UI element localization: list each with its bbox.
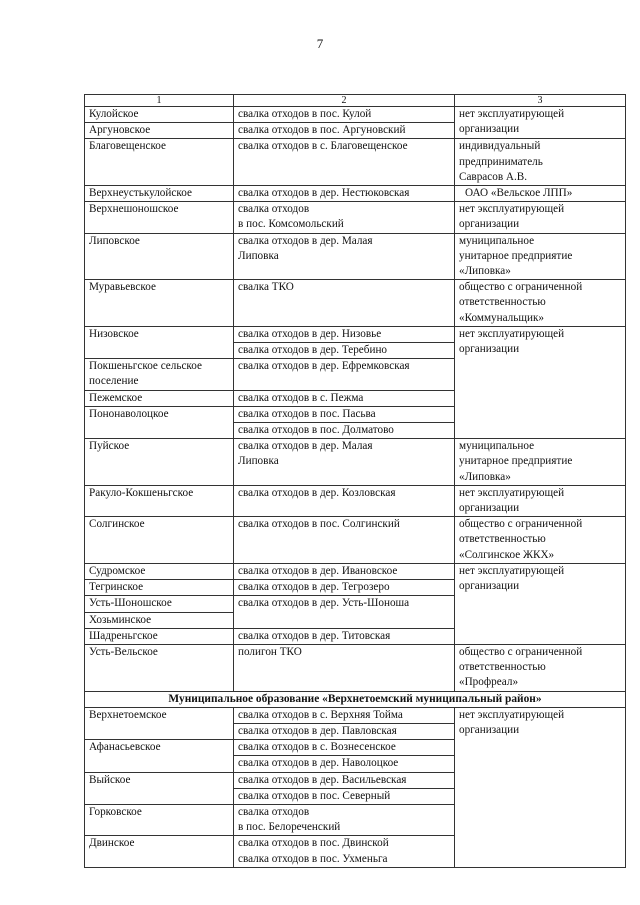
column-header: 2 xyxy=(234,95,455,107)
operator-cell xyxy=(455,439,626,486)
operator-line: «Липовка» xyxy=(459,470,511,483)
settlement-cell: Выйское xyxy=(85,772,234,804)
page-number: 7 xyxy=(316,36,324,51)
settlement-cell: Ракуло-Кокшеньгское xyxy=(85,485,234,516)
operator-cell xyxy=(455,563,626,644)
operator-cell xyxy=(455,139,626,186)
facility-cell: свалка отходов в дер. Титовская xyxy=(234,628,455,644)
operator-line: унитарное предприятие xyxy=(459,455,573,468)
facility-line: свалка отходов в с. Вознесенское xyxy=(238,741,396,754)
table-row xyxy=(85,644,626,691)
facility-line: свалка отходов в дер. Теребино xyxy=(234,342,454,358)
facility-cell xyxy=(234,406,455,438)
facility-line: Липовка xyxy=(238,249,279,262)
facility-cell: свалка отходов в пос. Солгинский xyxy=(234,517,455,564)
facility-cell: свалка отходов в дер. Нестюковская xyxy=(234,186,455,202)
operator-line: ответственностью xyxy=(459,533,546,546)
facility-line: свалка отходов в дер. Васильевская xyxy=(238,773,407,786)
section-heading: Муниципальное образование «Верхнетоемский муниципальный район» xyxy=(85,691,626,707)
operator-line: организации xyxy=(459,123,520,136)
facility-line: свалка отходов xyxy=(238,203,310,216)
facility-cell xyxy=(234,740,455,772)
column-header: 1 xyxy=(85,95,234,107)
operator-cell xyxy=(455,280,626,327)
operator-line: нет эксплуатирующей xyxy=(459,486,565,499)
facility-line: Липовка xyxy=(238,455,279,468)
facility-cell xyxy=(234,804,455,835)
operator-line: организации xyxy=(459,723,520,736)
operator-line: нет эксплуатирующей xyxy=(459,108,565,120)
operator-line: организации xyxy=(459,502,520,515)
settlement-cell: Верхнетоемское xyxy=(85,707,234,739)
operator-line: нет эксплуатирующей xyxy=(459,203,565,216)
operator-cell xyxy=(455,202,626,233)
operator-line: организации xyxy=(459,343,520,356)
table-row xyxy=(85,485,626,516)
table-row xyxy=(85,139,626,186)
facility-cell xyxy=(234,836,455,867)
operator-line: унитарное предприятие xyxy=(459,249,573,262)
settlement-cell xyxy=(85,359,234,390)
table-row xyxy=(85,186,626,202)
facility-cell: свалка отходов в пос. Кулой xyxy=(234,107,455,123)
facility-cell xyxy=(234,233,455,280)
facility-line: свалка отходов в пос. Двинской xyxy=(238,837,389,850)
table-row xyxy=(85,326,626,358)
facility-cell: свалка отходов в дер. Усть-Шоноша xyxy=(234,596,455,628)
settlement-cell: Низовское xyxy=(85,326,234,358)
operator-line: общество с ограниченной xyxy=(459,645,583,658)
facility-line: свалка отходов в пос. Ухменьга xyxy=(238,852,388,865)
settlement-line: Покшеньгское сельское xyxy=(89,360,202,373)
facility-line: в пос. Комсомольский xyxy=(238,218,344,231)
settlement-line: поселение xyxy=(89,375,139,388)
facility-cell: свалка ТКО xyxy=(234,280,455,327)
operator-cell xyxy=(455,107,626,139)
facility-line: свалка отходов в дер. Павловская xyxy=(234,723,454,739)
operator-line: предприниматель xyxy=(459,155,543,168)
facility-line: свалка отходов в дер. Низовье xyxy=(238,327,382,340)
settlement-cell: Липовское xyxy=(85,233,234,280)
settlement-cell: Верхнешоношское xyxy=(85,202,234,233)
operator-line: «Коммунальщик» xyxy=(459,311,544,324)
settlement-cell: Верхнеустькулойское xyxy=(85,186,234,202)
settlement-cell: Аргуновское xyxy=(85,123,234,139)
operator-cell xyxy=(455,485,626,516)
operator-cell: ОАО «Вельское ЛПП» xyxy=(455,186,626,202)
operator-cell xyxy=(455,517,626,564)
operator-line: нет эксплуатирующей xyxy=(459,564,565,577)
settlement-cell: Муравьевское xyxy=(85,280,234,327)
table-row xyxy=(85,107,626,123)
operator-line: общество с ограниченной xyxy=(459,281,583,294)
operator-cell xyxy=(455,707,626,867)
settlement-cell: Двинское xyxy=(85,836,234,867)
facility-line: свалка отходов xyxy=(238,805,310,818)
table-row xyxy=(85,439,626,486)
operator-line: нет эксплуатирующей xyxy=(459,327,565,340)
settlement-cell: Пежемское xyxy=(85,390,234,406)
settlement-cell: Горковское xyxy=(85,804,234,835)
column-header: 3 xyxy=(455,95,626,107)
facility-cell xyxy=(234,439,455,486)
settlement-cell: Тегринское xyxy=(85,580,234,596)
facility-cell: свалка отходов в с. Благовещенское xyxy=(234,139,455,186)
operator-line: муниципальное xyxy=(459,234,535,247)
facility-cell xyxy=(234,772,455,804)
table-header-row xyxy=(85,95,626,107)
operator-cell xyxy=(455,326,626,438)
facility-cell: свалка отходов в дер. Ефремковская xyxy=(234,359,455,390)
facility-line: в пос. Белореченский xyxy=(238,821,341,834)
table-row xyxy=(85,280,626,327)
settlement-cell: Шадреньгское xyxy=(85,628,234,644)
table-row xyxy=(85,517,626,564)
facility-line: свалка отходов в пос. Северный xyxy=(234,788,454,804)
operator-line: ответственностью xyxy=(459,661,546,674)
facility-cell: свалка отходов в дер. Ивановское xyxy=(234,563,455,579)
facility-cell: свалка отходов в дер. Тегрозеро xyxy=(234,580,455,596)
table-row xyxy=(85,202,626,233)
settlement-cell: Афанасьевское xyxy=(85,740,234,772)
operator-line: нет эксплуатирующей xyxy=(459,708,565,721)
settlement-cell: Благовещенское xyxy=(85,139,234,186)
settlement-cell: Солгинское xyxy=(85,517,234,564)
settlement-cell: Усть-Шоношское xyxy=(85,596,234,612)
settlement-cell: Хозьминское xyxy=(85,612,234,628)
operator-cell xyxy=(455,233,626,280)
operator-line: организации xyxy=(459,218,520,231)
facility-cell xyxy=(234,202,455,233)
facility-cell: свалка отходов в с. Пежма xyxy=(234,390,455,406)
facility-cell xyxy=(234,707,455,739)
settlement-cell: Кулойское xyxy=(85,107,234,123)
operator-line: муниципальное xyxy=(459,440,535,453)
facility-line: свалка отходов в дер. Малая xyxy=(238,440,373,453)
facility-cell: полигон ТКО xyxy=(234,644,455,691)
operator-line: организации xyxy=(459,580,520,593)
settlement-cell: Судромское xyxy=(85,563,234,579)
settlement-cell: Пуйское xyxy=(85,439,234,486)
table-row xyxy=(85,233,626,280)
facility-line: свалка отходов в дер. Наволоцкое xyxy=(234,755,454,771)
operator-line: «Профреал» xyxy=(459,676,519,689)
settlement-cell: Усть-Вельское xyxy=(85,644,234,691)
operator-cell xyxy=(455,644,626,691)
table-row xyxy=(85,563,626,579)
facility-cell: свалка отходов в дер. Козловская xyxy=(234,485,455,516)
facility-line: свалка отходов в пос. Долматово xyxy=(234,422,454,438)
operator-line: ответственностью xyxy=(459,296,546,309)
operator-line: Саврасов А.В. xyxy=(459,170,528,183)
settlement-cell: Пононаволоцкое xyxy=(85,406,234,438)
table-row xyxy=(85,707,626,739)
section-heading-row xyxy=(85,691,626,707)
operator-line: «Солгинское ЖКХ» xyxy=(459,548,555,561)
facility-cell xyxy=(234,326,455,358)
facility-line: свалка отходов в дер. Малая xyxy=(238,234,373,247)
operator-line: общество с ограниченной xyxy=(459,518,583,531)
facility-line: свалка отходов в с. Верхняя Тойма xyxy=(238,708,403,721)
operator-line: «Липовка» xyxy=(459,265,511,278)
facility-cell: свалка отходов в пос. Аргуновский xyxy=(234,123,455,139)
operator-line: индивидуальный xyxy=(459,140,541,153)
facility-line: свалка отходов в пос. Пасьва xyxy=(238,407,376,420)
landfill-table xyxy=(84,94,626,868)
